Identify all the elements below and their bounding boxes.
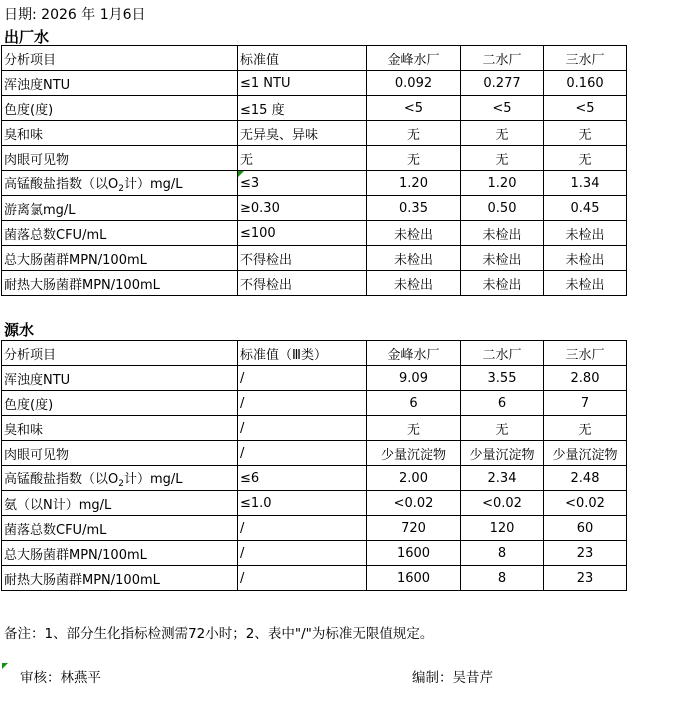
table-row <box>2 491 627 516</box>
value-cell-v2: <5 <box>461 96 544 121</box>
standard-cell: ≤100 <box>238 221 367 246</box>
reviewer-signature: 审核：林燕平 <box>20 670 101 686</box>
table-row <box>2 171 627 196</box>
item-cell: 肉眼可见物 <box>2 441 238 466</box>
value-cell-v3: <5 <box>544 96 627 121</box>
cell-comment-marker <box>238 171 244 177</box>
table-row <box>2 121 627 146</box>
table-row <box>2 71 627 96</box>
value-cell-v1: 1600 <box>367 541 461 566</box>
table-row <box>2 366 627 391</box>
item-cell: 耐热大肠菌群MPN/100mL <box>2 271 238 296</box>
value-cell-v1: <5 <box>367 96 461 121</box>
value-cell-v1: 1600 <box>367 566 461 591</box>
standard-cell: ≤15 度 <box>238 96 367 121</box>
value-cell-v3: 1.34 <box>544 171 627 196</box>
standard-cell: / <box>238 391 367 416</box>
value-cell-v2: 无 <box>461 416 544 441</box>
source-table <box>1 340 627 591</box>
table-row <box>2 196 627 221</box>
item-cell: 臭和味 <box>2 121 238 146</box>
item-cell: 浑浊度NTU <box>2 366 238 391</box>
item-cell: 游离氯mg/L <box>2 196 238 221</box>
item-cell: 总大肠菌群MPN/100mL <box>2 246 238 271</box>
item-cell: 臭和味 <box>2 416 238 441</box>
standard-cell: / <box>238 441 367 466</box>
value-cell-v3: <0.02 <box>544 491 627 516</box>
item-cell: 菌落总数CFU/mL <box>2 516 238 541</box>
value-cell-v1: <0.02 <box>367 491 461 516</box>
value-cell-v2: 8 <box>461 566 544 591</box>
value-cell-v3: 无 <box>544 146 627 171</box>
table-row <box>2 221 627 246</box>
item-cell: 菌落总数CFU/mL <box>2 221 238 246</box>
value-cell-v1: 无 <box>367 121 461 146</box>
value-cell-v2: 少量沉淀物 <box>461 441 544 466</box>
standard-cell: ≤6 <box>238 466 367 491</box>
value-cell-v2: 未检出 <box>461 221 544 246</box>
value-cell-v2: 无 <box>461 121 544 146</box>
value-cell-v3: 0.160 <box>544 71 627 96</box>
value-cell-v3: 未检出 <box>544 221 627 246</box>
value-cell-v3: 少量沉淀物 <box>544 441 627 466</box>
value-cell-v2: 未检出 <box>461 246 544 271</box>
value-cell-v1: 未检出 <box>367 246 461 271</box>
table-row <box>2 246 627 271</box>
standard-cell: 不得检出 <box>238 271 367 296</box>
item-text: 计）mg/L <box>123 176 183 192</box>
standard-cell: ≤1 NTU <box>238 71 367 96</box>
item-cell: 色度(度) <box>2 391 238 416</box>
header-cell: 标准值（Ⅲ类） <box>238 341 367 366</box>
table-header-row <box>2 341 627 366</box>
value-cell-v1: 720 <box>367 516 461 541</box>
table-header-row <box>2 46 627 71</box>
standard-cell: / <box>238 516 367 541</box>
header-cell: 三水厂 <box>544 341 627 366</box>
standard-cell: / <box>238 566 367 591</box>
item-text: 计）mg/L <box>123 471 183 487</box>
value-cell-v1: 1.20 <box>367 171 461 196</box>
value-cell-v3: 60 <box>544 516 627 541</box>
effluent-table <box>1 45 627 296</box>
table-row <box>2 391 627 416</box>
item-subscript: 2 <box>118 183 124 194</box>
table-row <box>2 441 627 466</box>
standard-cell: / <box>238 366 367 391</box>
item-text: 高锰酸盐指数（以O <box>4 176 119 192</box>
header-cell: 金峰水厂 <box>367 46 461 71</box>
standard-cell: ≤3 <box>238 171 367 196</box>
standard-cell: ≥0.30 <box>238 196 367 221</box>
value-cell-v3: 2.80 <box>544 366 627 391</box>
header-cell: 二水厂 <box>461 46 544 71</box>
header-cell: 金峰水厂 <box>367 341 461 366</box>
value-cell-v3: 23 <box>544 566 627 591</box>
header-cell: 分析项目 <box>2 46 238 71</box>
table-row <box>2 416 627 441</box>
value-cell-v1: 未检出 <box>367 271 461 296</box>
header-cell: 标准值 <box>238 46 367 71</box>
header-cell: 三水厂 <box>544 46 627 71</box>
item-text: 高锰酸盐指数（以O <box>4 471 119 487</box>
standard-cell: 无 <box>238 146 367 171</box>
value-cell-v2: <0.02 <box>461 491 544 516</box>
table-row <box>2 146 627 171</box>
value-cell-v2: 0.277 <box>461 71 544 96</box>
value-cell-v3: 23 <box>544 541 627 566</box>
item-cell <box>2 171 238 196</box>
value-cell-v1: 无 <box>367 146 461 171</box>
item-cell: 浑浊度NTU <box>2 71 238 96</box>
value-cell-v2: 120 <box>461 516 544 541</box>
standard-cell: ≤1.0 <box>238 491 367 516</box>
item-subscript: 2 <box>118 478 124 489</box>
value-cell-v1: 少量沉淀物 <box>367 441 461 466</box>
item-cell: 肉眼可见物 <box>2 146 238 171</box>
effluent-section-title: 出厂水 <box>4 28 50 46</box>
header-cell: 二水厂 <box>461 341 544 366</box>
value-cell-v3: 0.45 <box>544 196 627 221</box>
value-cell-v1: 无 <box>367 416 461 441</box>
editor-signature: 编制：吴昔芹 <box>412 670 493 686</box>
item-cell: 氨（以N计）mg/L <box>2 491 238 516</box>
table-row <box>2 466 627 491</box>
table-row <box>2 271 627 296</box>
report-date: 日期: 2026 年 1月6日 <box>4 7 146 23</box>
value-cell-v2: 未检出 <box>461 271 544 296</box>
value-cell-v1: 0.092 <box>367 71 461 96</box>
value-cell-v1: 6 <box>367 391 461 416</box>
standard-cell: 不得检出 <box>238 246 367 271</box>
value-cell-v1: 2.00 <box>367 466 461 491</box>
remark-note: 备注：1、部分生化指标检测需72小时；2、表中"/"为标准无限值规定。 <box>4 626 434 642</box>
value-cell-v2: 0.50 <box>461 196 544 221</box>
value-cell-v2: 3.55 <box>461 366 544 391</box>
table-row <box>2 566 627 591</box>
value-cell-v2: 无 <box>461 146 544 171</box>
value-cell-v3: 无 <box>544 121 627 146</box>
cell-comment-marker <box>2 663 8 669</box>
value-cell-v1: 0.35 <box>367 196 461 221</box>
value-cell-v2: 8 <box>461 541 544 566</box>
header-cell: 分析项目 <box>2 341 238 366</box>
value-cell-v3: 7 <box>544 391 627 416</box>
value-cell-v1: 未检出 <box>367 221 461 246</box>
standard-cell: / <box>238 541 367 566</box>
value-cell-v2: 6 <box>461 391 544 416</box>
value-cell-v2: 2.34 <box>461 466 544 491</box>
table-row <box>2 541 627 566</box>
standard-cell: 无异臭、异味 <box>238 121 367 146</box>
item-cell: 色度(度) <box>2 96 238 121</box>
value-cell-v3: 未检出 <box>544 246 627 271</box>
item-cell <box>2 466 238 491</box>
item-cell: 耐热大肠菌群MPN/100mL <box>2 566 238 591</box>
value-cell-v3: 无 <box>544 416 627 441</box>
table-row <box>2 96 627 121</box>
source-section-title: 源水 <box>4 321 35 339</box>
value-cell-v1: 9.09 <box>367 366 461 391</box>
value-cell-v3: 2.48 <box>544 466 627 491</box>
value-cell-v3: 未检出 <box>544 271 627 296</box>
item-cell: 总大肠菌群MPN/100mL <box>2 541 238 566</box>
value-cell-v2: 1.20 <box>461 171 544 196</box>
table-row <box>2 516 627 541</box>
standard-cell: / <box>238 416 367 441</box>
